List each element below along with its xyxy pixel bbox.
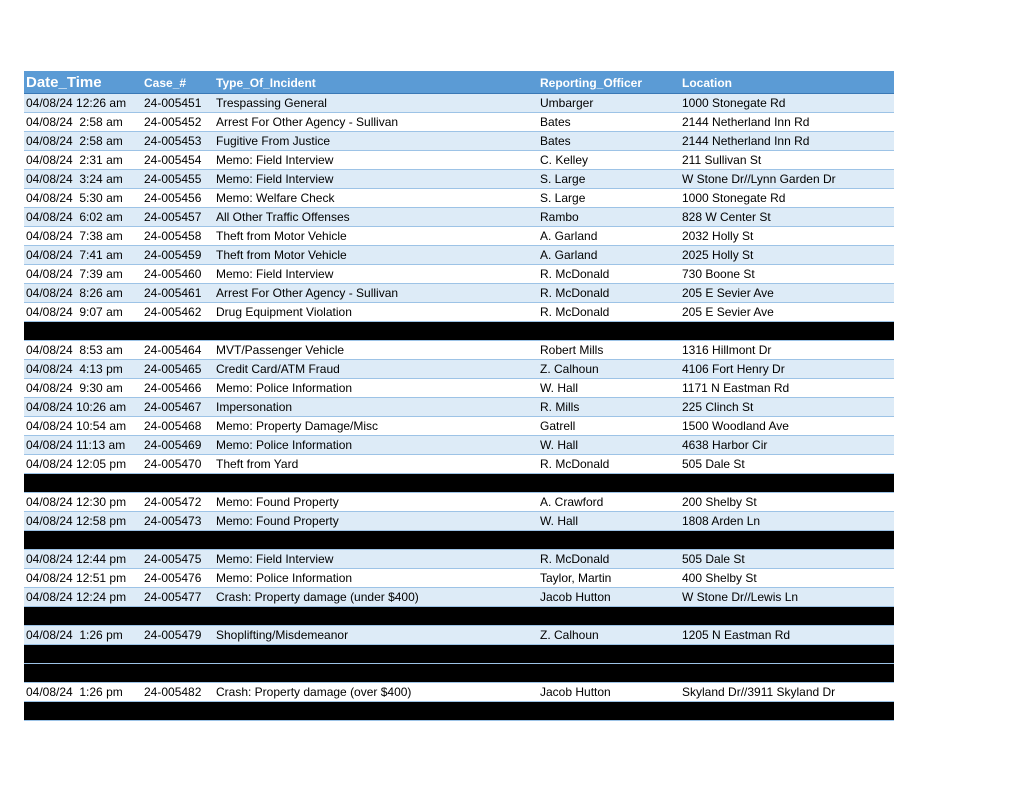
table-row bbox=[24, 94, 894, 113]
redacted-row bbox=[24, 607, 894, 626]
cell-reporting-officer: R. McDonald bbox=[540, 305, 610, 319]
cell-date-time: 04/08/24 2:31 am bbox=[26, 153, 123, 167]
cell-location: Skyland Dr//3911 Skyland Dr bbox=[682, 685, 836, 699]
table-header-row bbox=[24, 71, 894, 94]
cell-location: 2025 Holly St bbox=[682, 248, 754, 262]
redacted-row bbox=[24, 664, 894, 683]
cell-case-number: 24-005454 bbox=[144, 153, 202, 167]
cell-location: 225 Clinch St bbox=[682, 400, 754, 414]
cell-case-number: 24-005462 bbox=[144, 305, 202, 319]
cell-case-number: 24-005456 bbox=[144, 191, 202, 205]
cell-type-of-incident: Memo: Field Interview bbox=[216, 153, 334, 167]
table-row bbox=[24, 208, 894, 227]
cell-type-of-incident: Memo: Found Property bbox=[216, 495, 339, 509]
cell-reporting-officer: Bates bbox=[540, 115, 571, 129]
cell-type-of-incident: Theft from Motor Vehicle bbox=[216, 248, 347, 262]
incident-table bbox=[24, 71, 894, 721]
cell-reporting-officer: R. McDonald bbox=[540, 267, 610, 281]
table-row bbox=[24, 379, 894, 398]
cell-location: 505 Dale St bbox=[682, 457, 745, 471]
cell-date-time: 04/08/24 1:26 pm bbox=[26, 628, 123, 642]
cell-type-of-incident: MVT/Passenger Vehicle bbox=[216, 343, 345, 357]
cell-reporting-officer: W. Hall bbox=[540, 381, 579, 395]
cell-case-number: 24-005457 bbox=[144, 210, 202, 224]
cell-type-of-incident: Crash: Property damage (over $400) bbox=[216, 685, 412, 699]
header-case-number: Case_# bbox=[144, 76, 187, 90]
cell-reporting-officer: Bates bbox=[540, 134, 571, 148]
cell-date-time: 04/08/24 12:58 pm bbox=[26, 514, 127, 528]
cell-reporting-officer: Jacob Hutton bbox=[540, 685, 611, 699]
cell-location: 1205 N Eastman Rd bbox=[682, 628, 791, 642]
cell-type-of-incident: Memo: Welfare Check bbox=[216, 191, 335, 205]
header-location: Location bbox=[682, 76, 732, 90]
cell-type-of-incident: Theft from Motor Vehicle bbox=[216, 229, 347, 243]
cell-reporting-officer: R. McDonald bbox=[540, 457, 610, 471]
cell-case-number: 24-005482 bbox=[144, 685, 202, 699]
table-row bbox=[24, 341, 894, 360]
redacted-row bbox=[24, 474, 894, 493]
cell-reporting-officer: Umbarger bbox=[540, 96, 594, 110]
redacted-row bbox=[24, 645, 894, 664]
cell-location: 4638 Harbor Cir bbox=[682, 438, 768, 452]
table-row bbox=[24, 189, 894, 208]
cell-reporting-officer: A. Garland bbox=[540, 248, 598, 262]
cell-date-time: 04/08/24 12:51 pm bbox=[26, 571, 127, 585]
cell-location: 2144 Netherland Inn Rd bbox=[682, 134, 810, 148]
cell-reporting-officer: R. McDonald bbox=[540, 552, 610, 566]
redacted-row bbox=[24, 322, 894, 341]
cell-reporting-officer: Z. Calhoun bbox=[540, 362, 599, 376]
table-row bbox=[24, 417, 894, 436]
cell-date-time: 04/08/24 2:58 am bbox=[26, 115, 123, 129]
cell-type-of-incident: Arrest For Other Agency - Sullivan bbox=[216, 115, 399, 129]
cell-location: 400 Shelby St bbox=[682, 571, 757, 585]
cell-date-time: 04/08/24 10:54 am bbox=[26, 419, 127, 433]
table-row bbox=[24, 626, 894, 645]
cell-reporting-officer: W. Hall bbox=[540, 514, 579, 528]
cell-location: 828 W Center St bbox=[682, 210, 771, 224]
table-row bbox=[24, 132, 894, 151]
cell-type-of-incident: Memo: Police Information bbox=[216, 571, 353, 585]
header-reporting-officer: Reporting_Officer bbox=[540, 76, 643, 90]
cell-type-of-incident: Crash: Property damage (under $400) bbox=[216, 590, 419, 604]
cell-type-of-incident: Shoplifting/Misdemeanor bbox=[216, 628, 349, 642]
table-row bbox=[24, 170, 894, 189]
cell-location: 1171 N Eastman Rd bbox=[682, 381, 790, 395]
header-type-of-incident: Type_Of_Incident bbox=[216, 76, 316, 90]
cell-reporting-officer: C. Kelley bbox=[540, 153, 589, 167]
cell-case-number: 24-005468 bbox=[144, 419, 202, 433]
table-row bbox=[24, 227, 894, 246]
cell-type-of-incident: Memo: Field Interview bbox=[216, 552, 334, 566]
cell-location: 1000 Stonegate Rd bbox=[682, 191, 786, 205]
cell-date-time: 04/08/24 8:26 am bbox=[26, 286, 123, 300]
cell-location: 2144 Netherland Inn Rd bbox=[682, 115, 810, 129]
cell-date-time: 04/08/24 12:24 pm bbox=[26, 590, 127, 604]
cell-type-of-incident: Fugitive From Justice bbox=[216, 134, 331, 148]
cell-reporting-officer: R. McDonald bbox=[540, 286, 610, 300]
cell-case-number: 24-005461 bbox=[144, 286, 202, 300]
table-row bbox=[24, 265, 894, 284]
cell-reporting-officer: Z. Calhoun bbox=[540, 628, 599, 642]
cell-location: W Stone Dr//Lynn Garden Dr bbox=[682, 172, 836, 186]
cell-case-number: 24-005465 bbox=[144, 362, 202, 376]
cell-date-time: 04/08/24 1:26 pm bbox=[26, 685, 123, 699]
cell-date-time: 04/08/24 9:30 am bbox=[26, 381, 123, 395]
cell-location: 4106 Fort Henry Dr bbox=[682, 362, 785, 376]
table-row bbox=[24, 683, 894, 702]
cell-type-of-incident: Memo: Property Damage/Misc bbox=[216, 419, 379, 433]
cell-location: 2032 Holly St bbox=[682, 229, 754, 243]
cell-case-number: 24-005470 bbox=[144, 457, 202, 471]
cell-date-time: 04/08/24 11:13 am bbox=[26, 438, 126, 452]
cell-case-number: 24-005464 bbox=[144, 343, 202, 357]
cell-type-of-incident: Memo: Field Interview bbox=[216, 172, 334, 186]
cell-date-time: 04/08/24 12:44 pm bbox=[26, 552, 127, 566]
cell-date-time: 04/08/24 8:53 am bbox=[26, 343, 123, 357]
cell-type-of-incident: All Other Traffic Offenses bbox=[216, 210, 350, 224]
cell-reporting-officer: S. Large bbox=[540, 191, 586, 205]
cell-location: 211 Sullivan St bbox=[682, 153, 762, 167]
cell-date-time: 04/08/24 12:30 pm bbox=[26, 495, 127, 509]
table-row bbox=[24, 436, 894, 455]
table-row bbox=[24, 588, 894, 607]
cell-case-number: 24-005466 bbox=[144, 381, 202, 395]
cell-location: 1316 Hillmont Dr bbox=[682, 343, 772, 357]
cell-case-number: 24-005479 bbox=[144, 628, 202, 642]
cell-reporting-officer: S. Large bbox=[540, 172, 586, 186]
cell-date-time: 04/08/24 12:05 pm bbox=[26, 457, 127, 471]
cell-case-number: 24-005472 bbox=[144, 495, 202, 509]
cell-reporting-officer: A. Garland bbox=[540, 229, 598, 243]
cell-location: 205 E Sevier Ave bbox=[682, 305, 774, 319]
table-body bbox=[24, 94, 894, 721]
cell-date-time: 04/08/24 7:41 am bbox=[26, 248, 123, 262]
cell-case-number: 24-005473 bbox=[144, 514, 202, 528]
cell-reporting-officer: Robert Mills bbox=[540, 343, 604, 357]
table-row bbox=[24, 284, 894, 303]
redacted-row bbox=[24, 702, 894, 721]
cell-type-of-incident: Impersonation bbox=[216, 400, 293, 414]
cell-case-number: 24-005458 bbox=[144, 229, 202, 243]
table-row bbox=[24, 113, 894, 132]
cell-type-of-incident: Trespassing General bbox=[216, 96, 327, 110]
cell-location: 205 E Sevier Ave bbox=[682, 286, 774, 300]
cell-reporting-officer: R. Mills bbox=[540, 400, 580, 414]
table-row bbox=[24, 550, 894, 569]
table-row bbox=[24, 151, 894, 170]
table-row bbox=[24, 512, 894, 531]
cell-location: 200 Shelby St bbox=[682, 495, 757, 509]
cell-date-time: 04/08/24 9:07 am bbox=[26, 305, 123, 319]
cell-date-time: 04/08/24 6:02 am bbox=[26, 210, 123, 224]
cell-type-of-incident: Arrest For Other Agency - Sullivan bbox=[216, 286, 399, 300]
cell-case-number: 24-005452 bbox=[144, 115, 202, 129]
cell-type-of-incident: Memo: Field Interview bbox=[216, 267, 334, 281]
cell-location: 1500 Woodland Ave bbox=[682, 419, 789, 433]
header-date-time: Date_Time bbox=[26, 74, 102, 91]
cell-case-number: 24-005475 bbox=[144, 552, 202, 566]
cell-reporting-officer: A. Crawford bbox=[540, 495, 604, 509]
table-row bbox=[24, 398, 894, 417]
cell-case-number: 24-005476 bbox=[144, 571, 202, 585]
table-row bbox=[24, 303, 894, 322]
cell-case-number: 24-005477 bbox=[144, 590, 202, 604]
table-row bbox=[24, 246, 894, 265]
cell-date-time: 04/08/24 4:13 pm bbox=[26, 362, 123, 376]
cell-type-of-incident: Drug Equipment Violation bbox=[216, 305, 352, 319]
cell-type-of-incident: Memo: Police Information bbox=[216, 381, 353, 395]
table-row bbox=[24, 360, 894, 379]
cell-location: W Stone Dr//Lewis Ln bbox=[682, 590, 799, 604]
cell-reporting-officer: Rambo bbox=[540, 210, 579, 224]
cell-case-number: 24-005460 bbox=[144, 267, 202, 281]
table-row bbox=[24, 493, 894, 512]
cell-type-of-incident: Memo: Police Information bbox=[216, 438, 353, 452]
cell-date-time: 04/08/24 5:30 am bbox=[26, 191, 123, 205]
cell-case-number: 24-005469 bbox=[144, 438, 202, 452]
cell-type-of-incident: Credit Card/ATM Fraud bbox=[216, 362, 340, 376]
cell-reporting-officer: Taylor, Martin bbox=[540, 571, 612, 585]
cell-date-time: 04/08/24 7:38 am bbox=[26, 229, 123, 243]
cell-date-time: 04/08/24 7:39 am bbox=[26, 267, 123, 281]
cell-case-number: 24-005453 bbox=[144, 134, 202, 148]
cell-reporting-officer: Gatrell bbox=[540, 419, 576, 433]
table-row bbox=[24, 455, 894, 474]
cell-location: 1000 Stonegate Rd bbox=[682, 96, 786, 110]
cell-location: 505 Dale St bbox=[682, 552, 745, 566]
cell-type-of-incident: Theft from Yard bbox=[216, 457, 299, 471]
cell-date-time: 04/08/24 12:26 am bbox=[26, 96, 127, 110]
cell-location: 730 Boone St bbox=[682, 267, 755, 281]
cell-date-time: 04/08/24 2:58 am bbox=[26, 134, 123, 148]
cell-type-of-incident: Memo: Found Property bbox=[216, 514, 339, 528]
cell-case-number: 24-005467 bbox=[144, 400, 202, 414]
cell-location: 1808 Arden Ln bbox=[682, 514, 761, 528]
cell-case-number: 24-005459 bbox=[144, 248, 202, 262]
cell-case-number: 24-005451 bbox=[144, 96, 202, 110]
redacted-row bbox=[24, 531, 894, 550]
cell-reporting-officer: Jacob Hutton bbox=[540, 590, 611, 604]
cell-case-number: 24-005455 bbox=[144, 172, 202, 186]
cell-reporting-officer: W. Hall bbox=[540, 438, 579, 452]
table-row bbox=[24, 569, 894, 588]
cell-date-time: 04/08/24 10:26 am bbox=[26, 400, 127, 414]
cell-date-time: 04/08/24 3:24 am bbox=[26, 172, 123, 186]
